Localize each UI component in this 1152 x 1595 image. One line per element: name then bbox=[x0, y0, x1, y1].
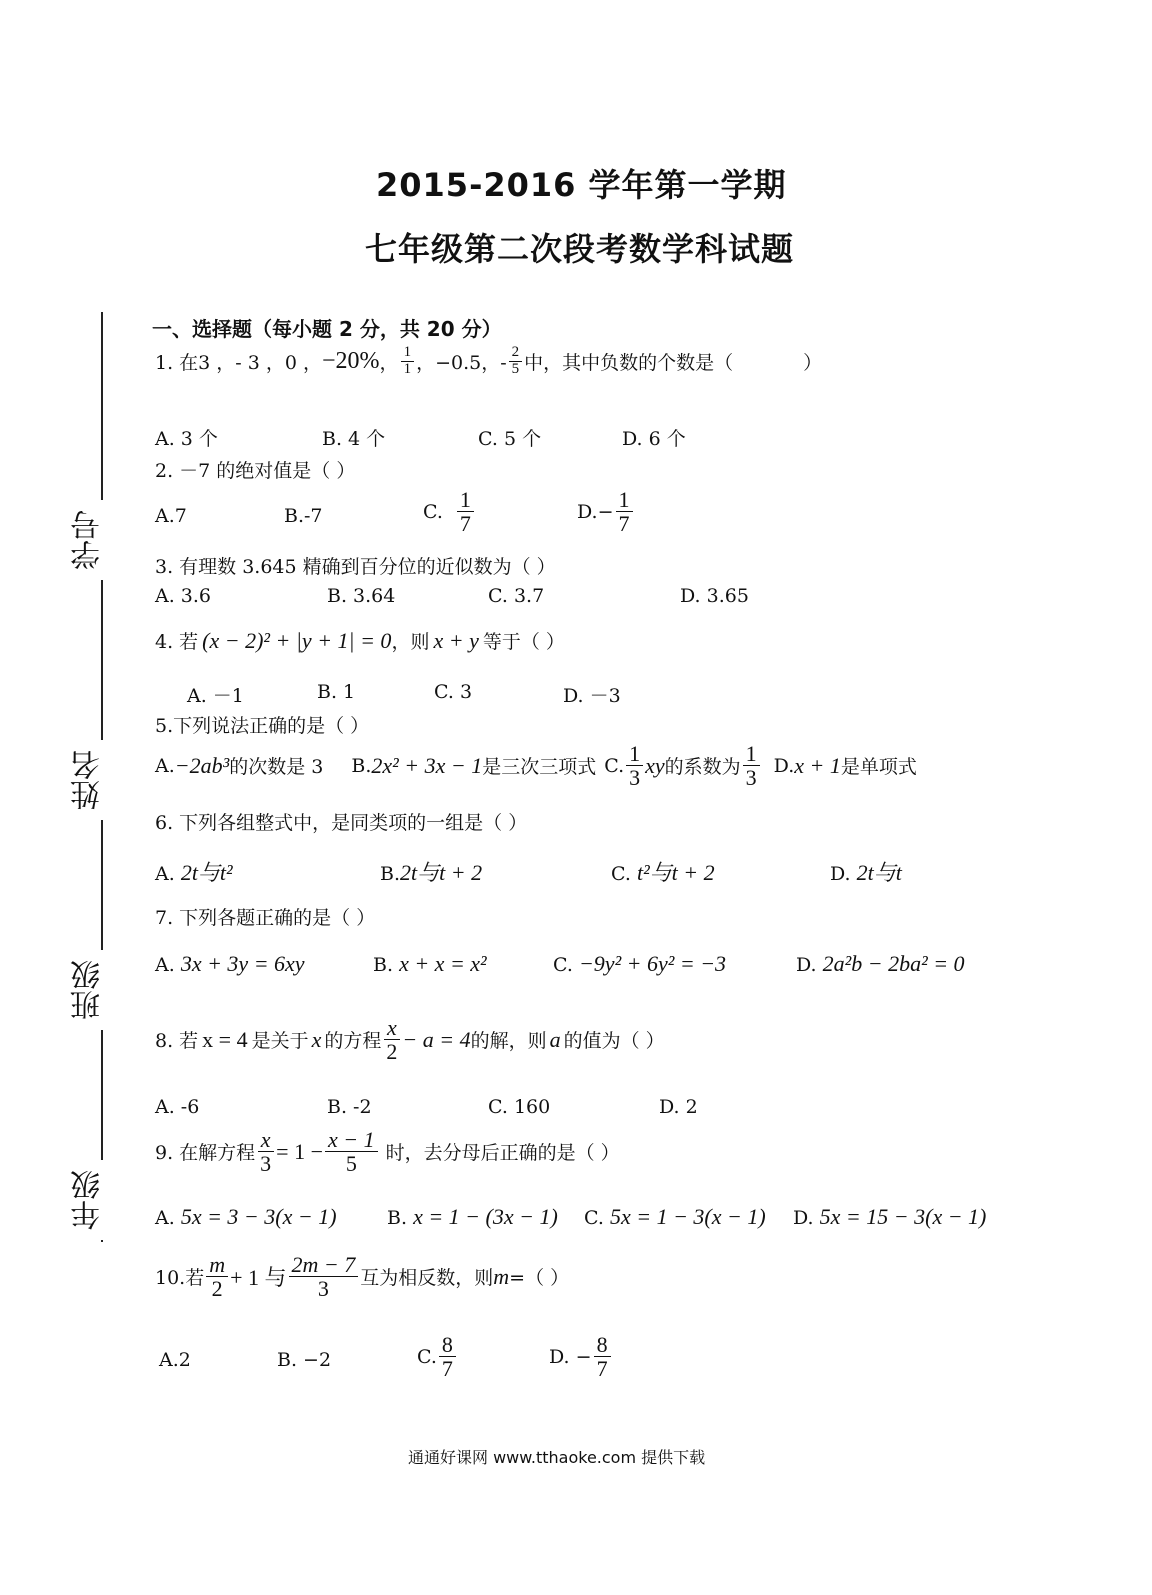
q7-option-d-expr: 2a²b − 2ba² = 0 bbox=[822, 951, 965, 976]
binding-label-nianji: 年级 bbox=[66, 1160, 112, 1240]
q8-eq-tail: − a = 4 bbox=[402, 1026, 471, 1052]
q5-option-a-tail: 的次数是 3 bbox=[229, 756, 324, 779]
q6-option-a-expr: 2t与t² bbox=[180, 860, 233, 885]
q10-mid1: + 1 与 bbox=[230, 1265, 287, 1291]
binding-label-banji: 班级 bbox=[66, 950, 112, 1030]
q8-tail: 的值为（ ） bbox=[563, 1030, 665, 1053]
q4-pre: 4. 若 bbox=[155, 631, 199, 653]
q1-option-b: B. 4 个 bbox=[322, 428, 386, 450]
question-2: 2. －7 的绝对值是（ ） bbox=[155, 460, 356, 482]
q10-fraction-1 bbox=[206, 1253, 228, 1300]
q9-option-a bbox=[155, 1204, 337, 1230]
question-7: 7. 下列各题正确的是（ ） bbox=[155, 907, 376, 929]
q3-option-b: B. 3.64 bbox=[327, 585, 396, 607]
question-4 bbox=[155, 627, 565, 654]
q10-tail: =（ ） bbox=[509, 1267, 570, 1290]
q2-option-d-label: D.− bbox=[577, 500, 614, 523]
q6-option-b-label: B. bbox=[380, 863, 401, 885]
q5-options bbox=[155, 742, 917, 789]
q10-frac1-den: 2 bbox=[211, 1276, 223, 1302]
q2-d-den: 7 bbox=[618, 511, 630, 537]
q5-option-c-expr: xy bbox=[645, 752, 665, 778]
q7-option-a bbox=[155, 951, 305, 977]
q9-frac1-den: 3 bbox=[260, 1151, 272, 1177]
q8-x-eq-4: x = 4 bbox=[202, 1026, 248, 1052]
q9-tail: 时，去分母后正确的是（ ） bbox=[385, 1142, 620, 1165]
q10-option-a: A.2 bbox=[159, 1349, 191, 1371]
q9-option-c-label: C. bbox=[584, 1207, 604, 1229]
q10-option-c-fraction bbox=[439, 1333, 456, 1380]
q5-option-a-label: A. bbox=[155, 754, 175, 777]
q10-c-num: 8 bbox=[439, 1333, 456, 1357]
q10-c-den: 7 bbox=[441, 1356, 453, 1382]
q10-frac1-num: m bbox=[206, 1253, 228, 1277]
exam-title-line2: 七年级第二次段考数学科试题 bbox=[365, 230, 795, 268]
q1-option-a: A. 3 个 bbox=[155, 428, 218, 450]
q9-frac2-den: 5 bbox=[345, 1151, 357, 1177]
q5-option-d-expr: x + 1 bbox=[794, 752, 841, 778]
q6-option-c-expr: t²与t + 2 bbox=[636, 860, 715, 885]
q6-option-c-label: C. bbox=[611, 863, 631, 885]
q1-tail: 中，其中负数的个数是（ bbox=[524, 351, 734, 374]
q7-option-a-label: A. bbox=[155, 954, 175, 976]
q9-fraction-1 bbox=[257, 1128, 274, 1175]
q5-c-num: 1 bbox=[626, 742, 643, 766]
q9-frac1-num: x bbox=[258, 1128, 274, 1152]
q7-option-c bbox=[553, 951, 726, 977]
q1-frac2-den: 5 bbox=[511, 360, 520, 377]
q10-option-b: B. −2 bbox=[277, 1349, 332, 1371]
q6-option-c bbox=[611, 856, 715, 887]
q10-frac2-den: 3 bbox=[317, 1276, 329, 1302]
q9-option-d-label: D. bbox=[793, 1207, 814, 1229]
question-5: 5.下列说法正确的是（ ） bbox=[155, 715, 370, 737]
q7-option-c-expr: −9y² + 6y² = −3 bbox=[578, 951, 727, 976]
q4-option-b: B. 1 bbox=[317, 681, 356, 703]
q2-option-c-fraction bbox=[457, 488, 474, 535]
q6-option-a-label: A. bbox=[155, 863, 175, 885]
q4-x-plus-y: x + y bbox=[433, 628, 479, 653]
q1-frac1-num: 1 bbox=[401, 345, 415, 362]
q3-option-c: C. 3.7 bbox=[488, 585, 545, 607]
q7-option-b-label: B. bbox=[373, 954, 394, 976]
q5-option-d-label: D. bbox=[773, 754, 795, 777]
q5-option-c-label: C. bbox=[604, 754, 625, 777]
q10-d-den: 7 bbox=[596, 1356, 608, 1382]
q9-option-c bbox=[584, 1204, 766, 1230]
q5-c-den2: 3 bbox=[745, 765, 757, 791]
q8-var-x: x bbox=[311, 1026, 322, 1052]
q2-c-den: 7 bbox=[459, 511, 471, 537]
q7-option-d-label: D. bbox=[796, 954, 817, 976]
q8-option-a: A. -6 bbox=[155, 1096, 200, 1118]
q6-option-b-expr: 2t与t + 2 bbox=[400, 860, 483, 885]
binding-label-xuehao: 学号 bbox=[66, 500, 112, 580]
q4-option-d: D. －3 bbox=[563, 685, 621, 707]
q5-option-b-label: B. bbox=[351, 754, 372, 777]
q9-option-c-expr: 5x = 1 − 3(x − 1) bbox=[609, 1204, 766, 1229]
q10-option-c bbox=[417, 1333, 458, 1380]
q9-mid: = 1 − bbox=[276, 1138, 323, 1164]
q7-option-c-label: C. bbox=[553, 954, 573, 976]
q4-mid: ，则 bbox=[391, 631, 430, 653]
q8-frac-num: x bbox=[384, 1016, 400, 1040]
q10-mid2: 互为相反数，则 bbox=[360, 1267, 494, 1290]
q1-stem: 1. 在3 ，- 3 ，0 ， bbox=[155, 351, 323, 374]
q1-close: ） bbox=[803, 351, 823, 374]
q6-option-d-label: D. bbox=[830, 863, 851, 885]
binding-label-xingming: 姓名 bbox=[66, 740, 112, 820]
q9-option-b-label: B. bbox=[387, 1207, 408, 1229]
q5-option-c-frac1 bbox=[626, 742, 643, 789]
q4-expression: (x − 2)² + |y + 1| = 0 bbox=[202, 628, 392, 653]
q3-option-d: D. 3.65 bbox=[680, 585, 749, 607]
q1-percent: −20% bbox=[322, 347, 380, 374]
q3-option-a: A. 3.6 bbox=[155, 585, 212, 607]
q2-d-num: 1 bbox=[616, 488, 633, 512]
q1-frac1-den: 1 bbox=[403, 360, 412, 377]
question-8 bbox=[155, 1016, 665, 1063]
question-3: 3. 有理数 3.645 精确到百分位的近似数为（ ） bbox=[155, 556, 556, 578]
q8-option-b: B. -2 bbox=[327, 1096, 372, 1118]
q8-mid1: 是关于 bbox=[251, 1030, 309, 1053]
question-9 bbox=[155, 1128, 620, 1175]
q2-option-d bbox=[577, 488, 635, 535]
q2-option-a: A.7 bbox=[155, 505, 187, 527]
q8-mid3: 的解，则 bbox=[470, 1030, 547, 1053]
question-10 bbox=[155, 1253, 569, 1300]
q1-option-d: D. 6 个 bbox=[622, 428, 686, 450]
question-6: 6. 下列各组整式中，是同类项的一组是（ ） bbox=[155, 812, 528, 834]
q5-option-b-tail: 是三次三项式 bbox=[482, 756, 597, 779]
q6-option-b bbox=[380, 856, 482, 887]
q8-fraction bbox=[383, 1016, 400, 1063]
q8-pre: 8. 若 bbox=[155, 1030, 199, 1053]
q9-option-b-expr: x = 1 − (3x − 1) bbox=[413, 1204, 558, 1229]
q5-option-d-tail: 是单项式 bbox=[840, 756, 917, 779]
q5-c-den: 3 bbox=[629, 765, 641, 791]
q1-option-c: C. 5 个 bbox=[478, 428, 542, 450]
q8-frac-den: 2 bbox=[386, 1039, 398, 1065]
q8-option-d: D. 2 bbox=[659, 1096, 698, 1118]
q10-option-d-label: D. − bbox=[549, 1345, 592, 1368]
q9-option-a-label: A. bbox=[155, 1207, 175, 1229]
q2-option-d-fraction bbox=[616, 488, 633, 535]
q10-option-d bbox=[549, 1333, 613, 1380]
q7-option-d bbox=[796, 951, 965, 977]
q5-option-c-frac2 bbox=[743, 742, 760, 789]
q7-option-b-expr: x + x = x² bbox=[399, 951, 487, 976]
q1-frac2-num: 2 bbox=[509, 345, 523, 362]
q10-pre: 10.若 bbox=[155, 1267, 205, 1290]
q9-option-d bbox=[793, 1204, 986, 1230]
q9-frac2-num: x − 1 bbox=[325, 1128, 378, 1152]
q8-option-c: C. 160 bbox=[488, 1096, 551, 1118]
q5-c-num2: 1 bbox=[743, 742, 760, 766]
q10-option-d-fraction bbox=[594, 1333, 611, 1380]
q2-option-c-label: C. bbox=[423, 500, 443, 523]
q10-d-num: 8 bbox=[594, 1333, 611, 1357]
q7-option-b bbox=[373, 951, 487, 977]
q10-option-c-label: C. bbox=[417, 1345, 437, 1368]
exam-title-line1: 2015-2016 学年第一学期 bbox=[376, 166, 787, 204]
section-heading: 一、选择题（每小题 2 分，共 20 分） bbox=[152, 317, 502, 341]
q9-fraction-2 bbox=[325, 1128, 378, 1175]
q6-option-d-expr: 2t与t bbox=[856, 860, 902, 885]
q2-c-num: 1 bbox=[457, 488, 474, 512]
q6-option-a bbox=[155, 856, 233, 887]
q4-option-c: C. 3 bbox=[434, 681, 473, 703]
q5-option-a-expr: −2ab³ bbox=[174, 752, 230, 778]
q6-option-d bbox=[830, 856, 902, 887]
q9-option-a-expr: 5x = 3 − 3(x − 1) bbox=[180, 1204, 337, 1229]
footer-source: 通通好课网 www.tthaoke.com 提供下载 bbox=[408, 1448, 706, 1467]
q9-option-d-expr: 5x = 15 − 3(x − 1) bbox=[819, 1204, 987, 1229]
q9-pre: 9. 在解方程 bbox=[155, 1142, 256, 1165]
q1-mid: ，−0.5，- bbox=[416, 351, 507, 374]
q4-option-a: A. －1 bbox=[187, 685, 244, 707]
q8-var-a: a bbox=[549, 1026, 561, 1052]
q7-option-a-expr: 3x + 3y = 6xy bbox=[180, 951, 305, 976]
q4-tail: 等于（ ） bbox=[482, 631, 565, 653]
question-1: 1. 在3 ，- 3 ，0 ， −20% ， $\frac{1}{1}$ ，−0.5，- $\frac{2}{5}$ 中，其中负数的个数是（ ） bbox=[155, 344, 823, 377]
q2-option-c bbox=[423, 488, 476, 535]
q10-frac2-num: 2m − 7 bbox=[289, 1253, 359, 1277]
q9-option-b bbox=[387, 1204, 558, 1230]
q10-fraction-2 bbox=[289, 1253, 359, 1300]
q5-option-c-mid: 的系数为 bbox=[664, 756, 741, 779]
q1-fraction-2 bbox=[509, 345, 523, 378]
q8-mid2: 的方程 bbox=[324, 1030, 382, 1053]
q10-var-m: m bbox=[493, 1263, 510, 1289]
q5-option-b-expr: 2x² + 3x − 1 bbox=[371, 752, 483, 778]
q2-option-b: B.-7 bbox=[284, 505, 323, 527]
q1-fraction-1 bbox=[401, 345, 415, 378]
